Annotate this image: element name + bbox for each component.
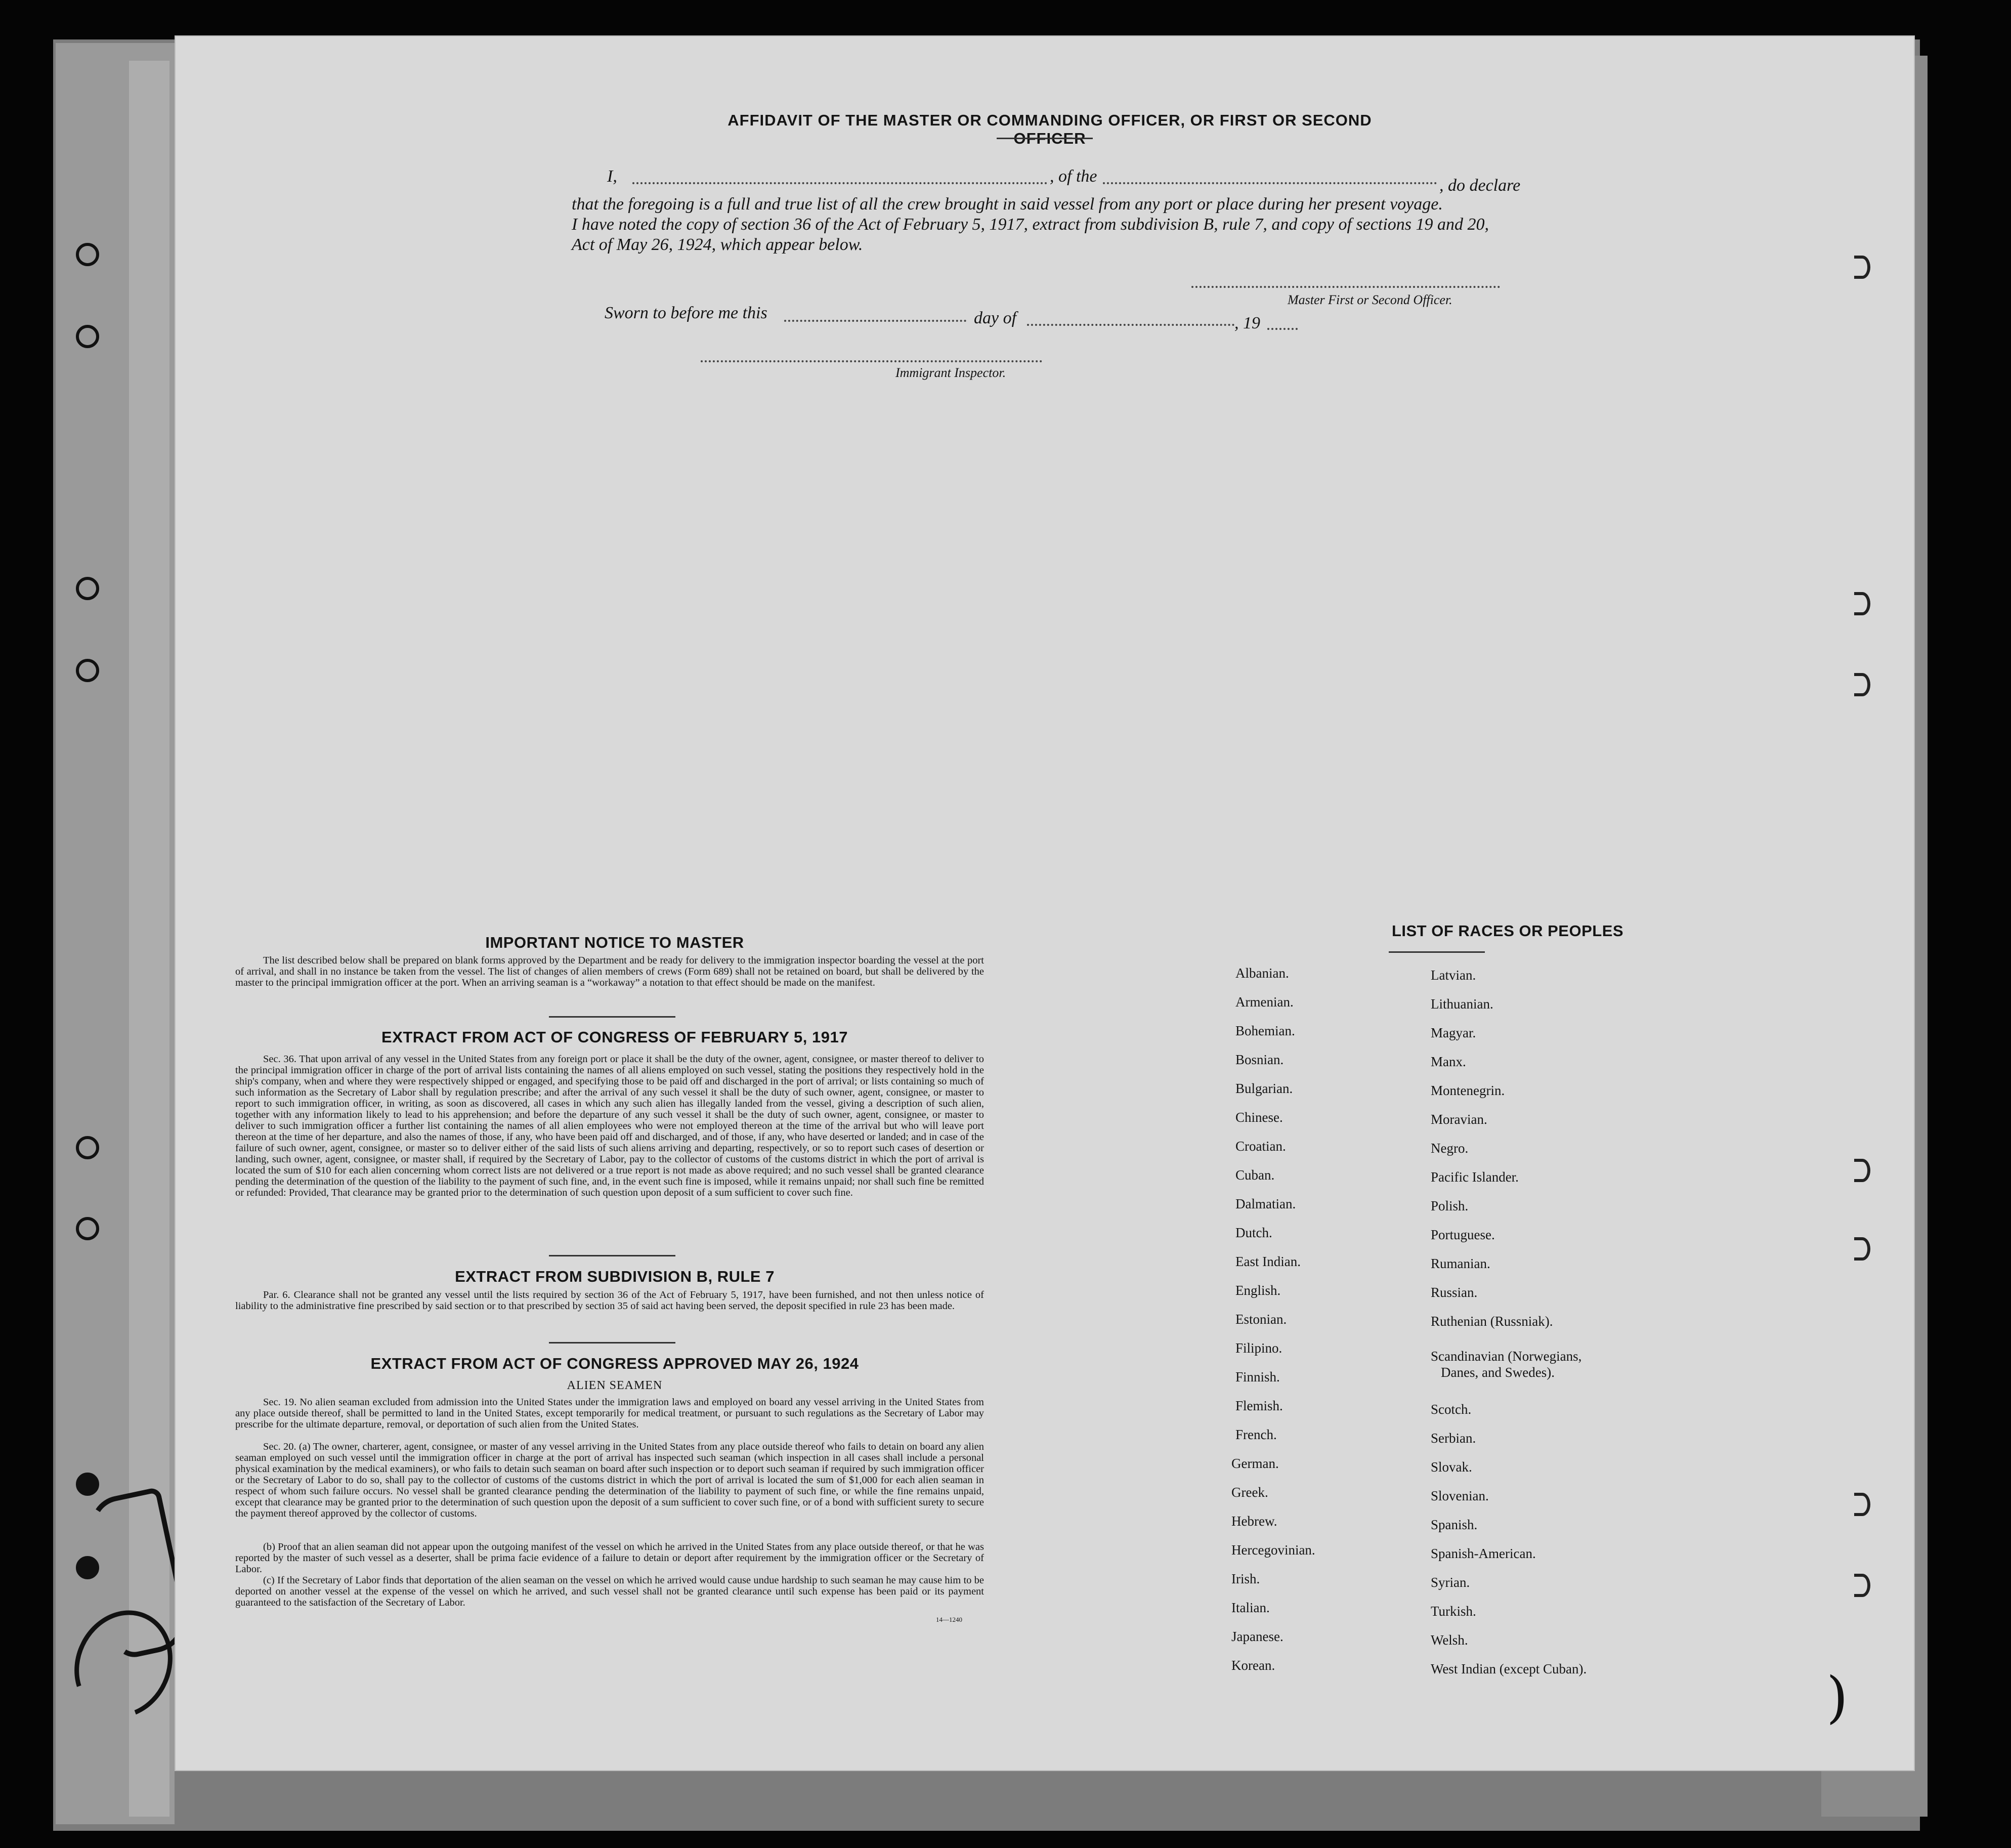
race-item: Flemish. [1235, 1398, 1283, 1413]
master-signature-blank[interactable] [1191, 286, 1500, 288]
year-label: , 19 [1234, 314, 1260, 332]
extract-rule7-title: EXTRACT FROM SUBDIVISION B, RULE 7 [455, 1268, 775, 1285]
race-item: Moravian. [1431, 1112, 1487, 1127]
race-item: Magyar. [1431, 1025, 1476, 1040]
day-of-label: day of [974, 309, 1017, 327]
extract-1917-title: EXTRACT FROM ACT OF CONGRESS OF FEBRUARY 5, 1917 [381, 1028, 848, 1046]
race-item: Polish. [1431, 1198, 1469, 1213]
race-item: Hebrew. [1231, 1514, 1277, 1529]
sworn-year-blank[interactable] [1267, 328, 1298, 330]
binding-hole [1854, 592, 1870, 615]
race-item: East Indian. [1235, 1254, 1301, 1269]
extract-rule7-body: Par. 6. Clearance shall not be granted any vessel until the lists required by section 36 of the Act of February 5, 1917, have been furnished, and not then unless notice of liability to the administrative fine prescribed by said section or to that prescribed by section 35 of said act having been served, the deposit specified in rule 23 has been made. [235, 1289, 984, 1312]
race-item: Welsh. [1431, 1632, 1468, 1648]
race-item: Danes, and Swedes). [1441, 1365, 1555, 1380]
binding-hole [1854, 1237, 1870, 1261]
pencil-mark: ) [1826, 1665, 1848, 1730]
affidavit-i-label: I, [607, 167, 617, 186]
race-item: Ruthenian (Russniak). [1431, 1314, 1553, 1329]
binding-hole [1854, 1159, 1870, 1182]
race-item: Pacific Islander. [1431, 1169, 1519, 1185]
race-item: Turkish. [1431, 1604, 1476, 1619]
race-item: Syrian. [1431, 1575, 1470, 1590]
race-item: Chinese. [1235, 1110, 1283, 1125]
race-item: Negro. [1431, 1141, 1469, 1156]
binding-hole [76, 1473, 99, 1496]
sworn-label: Sworn to before me this [605, 304, 767, 322]
race-item: Montenegrin. [1431, 1083, 1505, 1098]
sworn-month-blank[interactable] [1027, 324, 1234, 326]
race-item: Bosnian. [1235, 1052, 1284, 1067]
race-item: Spanish-American. [1431, 1546, 1536, 1561]
binding-hole [76, 1136, 99, 1159]
affidavit-line4: Act of May 26, 1924, which appear below. [572, 235, 863, 254]
sworn-day-blank[interactable] [784, 320, 966, 322]
races-title: LIST OF RACES OR PEOPLES [1391, 922, 1624, 940]
divider [549, 1255, 675, 1256]
affidavit-title: AFFIDAVIT OF THE MASTER OR COMMANDING OFFICER, OR FIRST OR SECOND OFFICER [728, 111, 1372, 147]
race-item: Portuguese. [1431, 1227, 1495, 1242]
binding-hole [76, 659, 99, 682]
name-blank[interactable] [632, 182, 1047, 184]
binding-hole [76, 1556, 99, 1579]
race-item: Dutch. [1235, 1225, 1272, 1240]
divider [1389, 951, 1485, 953]
binding-hole [1854, 1493, 1870, 1516]
race-item: Greek. [1231, 1485, 1268, 1500]
divider [997, 138, 1093, 139]
affidavit-line3: I have noted the copy of section 36 of the Act of February 5, 1917, extract from subdivision B, rule 7, and copy of sections 19 and 20, [572, 215, 1489, 234]
sec20c-body: (c) If the Secretary of Labor finds that deportation of the alien seaman on the vessel on which he arrived would cause undue hardship to such seaman he may cause him to be deported on another vessel at the expense of the vessel on which he arrived, and such vessel shall not be granted clearance until such expense has been paid or its payment guaranteed to the satisfaction of the Secretary of Labor. [235, 1575, 984, 1608]
binding-hole [76, 577, 99, 600]
sec19-body: Sec. 19. No alien seaman excluded from admission into the United States under the immigration laws and employed on board any vessel arriving in the United States from any place outside thereof, shall be permitted to land in the United States, except temporarily for medical treatment, or pursuant to such regulations as the Secretary of Labor may prescribe for the ultimate departure, removal, or deportation of such alien from the United States. [235, 1397, 984, 1430]
vessel-blank[interactable] [1103, 182, 1437, 184]
extract-1917-body: Sec. 36. That upon arrival of any vessel in the United States from any foreign port or place it shall be the duty of the owner, agent, consignee, or master thereof to deliver to the principal immigration officer in charge of the port of arrival lists containing the names of all aliens employed on such vessel, stating the positions they respectively hold in the ship's company, when and where they were respectively shipped or engaged, and specifying those to be paid off and discharged in the port of arrival; or lists containing so much of such information as the Secretary of Labor shall by regulation prescribe; and after the arrival of any such vessel it shall be the duty of such owner, agent, consignee, or master to report to such immigration officer, in writing, as soon as discovered, all cases in which any such alien has illegally landed from the vessel, giving a description of such alien, together with any information likely to lead to his apprehension; and before the departure of any such vessel it shall be the duty of such owner, agent, consignee, or master to deliver to such immigration officer a further list containing the names of all alien employees who were not employed thereon at the time of the arrival but who will leave port thereon at the time of her departure, and also the names of those, if any, who have been paid off and discharged, and of those, if any, who have deserted or landed; and in case of the failure of such owner, agent, consignee, or master so to deliver either of the said lists of such aliens arriving and departing, respectively, or so to report such cases of desertion or landing, such owner, agent, consignee, or master shall, if required by the Secretary of Labor, pay to the collector of customs of the customs district in which the port of arrival is located the sum of $10 for each alien concerning whom correct lists are not delivered or a true report is not made as above required; and no such vessel shall be granted clearance pending the determination of the question of the liability to the payment of such fine, and, in the event such fine is imposed, while it remains unpaid; nor shall such fine be remitted or refunded: Provided, That clearance may be granted prior to the determination of such question upon deposit of a sum sufficient to cover such fine. [235, 1054, 984, 1198]
inspector-label: Immigrant Inspector. [895, 365, 1006, 380]
race-item: Dalmatian. [1235, 1196, 1296, 1211]
race-item: French. [1235, 1427, 1277, 1442]
affidavit-declare-label: , do declare [1439, 176, 1521, 195]
race-item: Armenian. [1235, 994, 1294, 1010]
sec20b-body: (b) Proof that an alien seaman did not appear upon the outgoing manifest of the vessel on which he arrived in the United States from any place outside thereof, or that he was reported by the master of such vessel as a deserter, shall be prima facie evidence of a failure to detain or deport after requirement by the immigration officer or the Secretary of Labor. [235, 1541, 984, 1575]
form-number: 14—1240 [936, 1616, 962, 1623]
race-item: Japanese. [1231, 1629, 1283, 1644]
race-item: Korean. [1231, 1658, 1275, 1673]
race-item: Lithuanian. [1431, 996, 1493, 1012]
race-item: Slovenian. [1431, 1488, 1489, 1503]
race-item: Manx. [1431, 1054, 1466, 1069]
race-item: Estonian. [1235, 1312, 1287, 1327]
notice-title: IMPORTANT NOTICE TO MASTER [485, 934, 744, 951]
race-item: Scotch. [1431, 1402, 1472, 1417]
extract-1924-title: EXTRACT FROM ACT OF CONGRESS APPROVED MAY 26, 1924 [370, 1355, 859, 1372]
race-item: English. [1235, 1283, 1281, 1298]
race-item: Latvian. [1431, 968, 1476, 983]
notice-body: The list described below shall be prepared on blank forms approved by the Department and be ready for delivery to the immigration inspector boarding the vessel at the port of arrival, and shall in no instance be taken from the vessel. The list of changes of alien members of crews (Form 689) shall not be retained on board, but shall be delivered by the master to the principal immigration officer at the port. When an arriving seaman is a “workaway” a notation to that effect should be made on the manifest. [235, 955, 984, 988]
divider [549, 1342, 675, 1343]
race-item: Scandinavian (Norwegians, [1431, 1349, 1582, 1364]
race-item: Rumanian. [1431, 1256, 1490, 1271]
alien-seamen-subtitle: ALIEN SEAMEN [567, 1379, 663, 1392]
race-item: Serbian. [1431, 1431, 1476, 1446]
race-item: Bulgarian. [1235, 1081, 1293, 1096]
affidavit-of-label: , of the [1050, 167, 1097, 186]
binding-hole [1854, 673, 1870, 696]
race-item: Hercegovinian. [1231, 1542, 1315, 1558]
race-item: Russian. [1431, 1285, 1478, 1300]
divider [549, 1016, 675, 1018]
race-item: Cuban. [1235, 1167, 1275, 1183]
binding-hole [76, 1217, 99, 1240]
race-item: Italian. [1231, 1600, 1270, 1615]
binding-hole [76, 243, 99, 266]
race-item: Finnish. [1235, 1369, 1280, 1384]
race-item: Albanian. [1235, 965, 1289, 981]
inspector-signature-blank[interactable] [701, 360, 1042, 362]
race-item: Spanish. [1431, 1517, 1478, 1532]
race-item: Irish. [1231, 1571, 1260, 1586]
sec20a-body: Sec. 20. (a) The owner, charterer, agent, consignee, or master of any vessel arriving in the United States from any place outside thereof who fails to detain on board any alien seaman employed on such vessel until the immigration officer in charge at the port of arrival has inspected such seaman (which inspection in all cases shall include a personal physical examination by the medical examiners), or who fails to detain such seaman on board after such inspection or to deport such seaman if required by such immigration officer or the Secretary of Labor to do so, shall pay to the collector of customs of the customs district in which the port of arrival is located the sum of $1,000 for each alien seaman in respect of whom such failure occurs. No vessel shall be granted clearance pending the determination of the liability to payment of such fine, or while the fine remains unpaid, except that clearance may be granted prior to the determination of such question upon the deposit of a sum sufficient to cover such fine, or of a bond with sufficient surety to secure the payment thereof approved by the collector of customs. [235, 1441, 984, 1519]
binding-hole [76, 325, 99, 348]
race-item: Croatian. [1235, 1139, 1286, 1154]
race-item: Filipino. [1235, 1340, 1282, 1356]
race-item: Bohemian. [1235, 1023, 1295, 1038]
binding-hole [1854, 1574, 1870, 1597]
binding-hole [1854, 256, 1870, 279]
race-item: West Indian (except Cuban). [1431, 1661, 1587, 1676]
affidavit-line2: that the foregoing is a full and true list of all the crew brought in said vessel from any port or place during her present voyage. [572, 195, 1443, 214]
race-item: German. [1231, 1456, 1279, 1471]
race-item: Slovak. [1431, 1459, 1472, 1475]
master-signature-label: Master First or Second Officer. [1288, 292, 1452, 307]
